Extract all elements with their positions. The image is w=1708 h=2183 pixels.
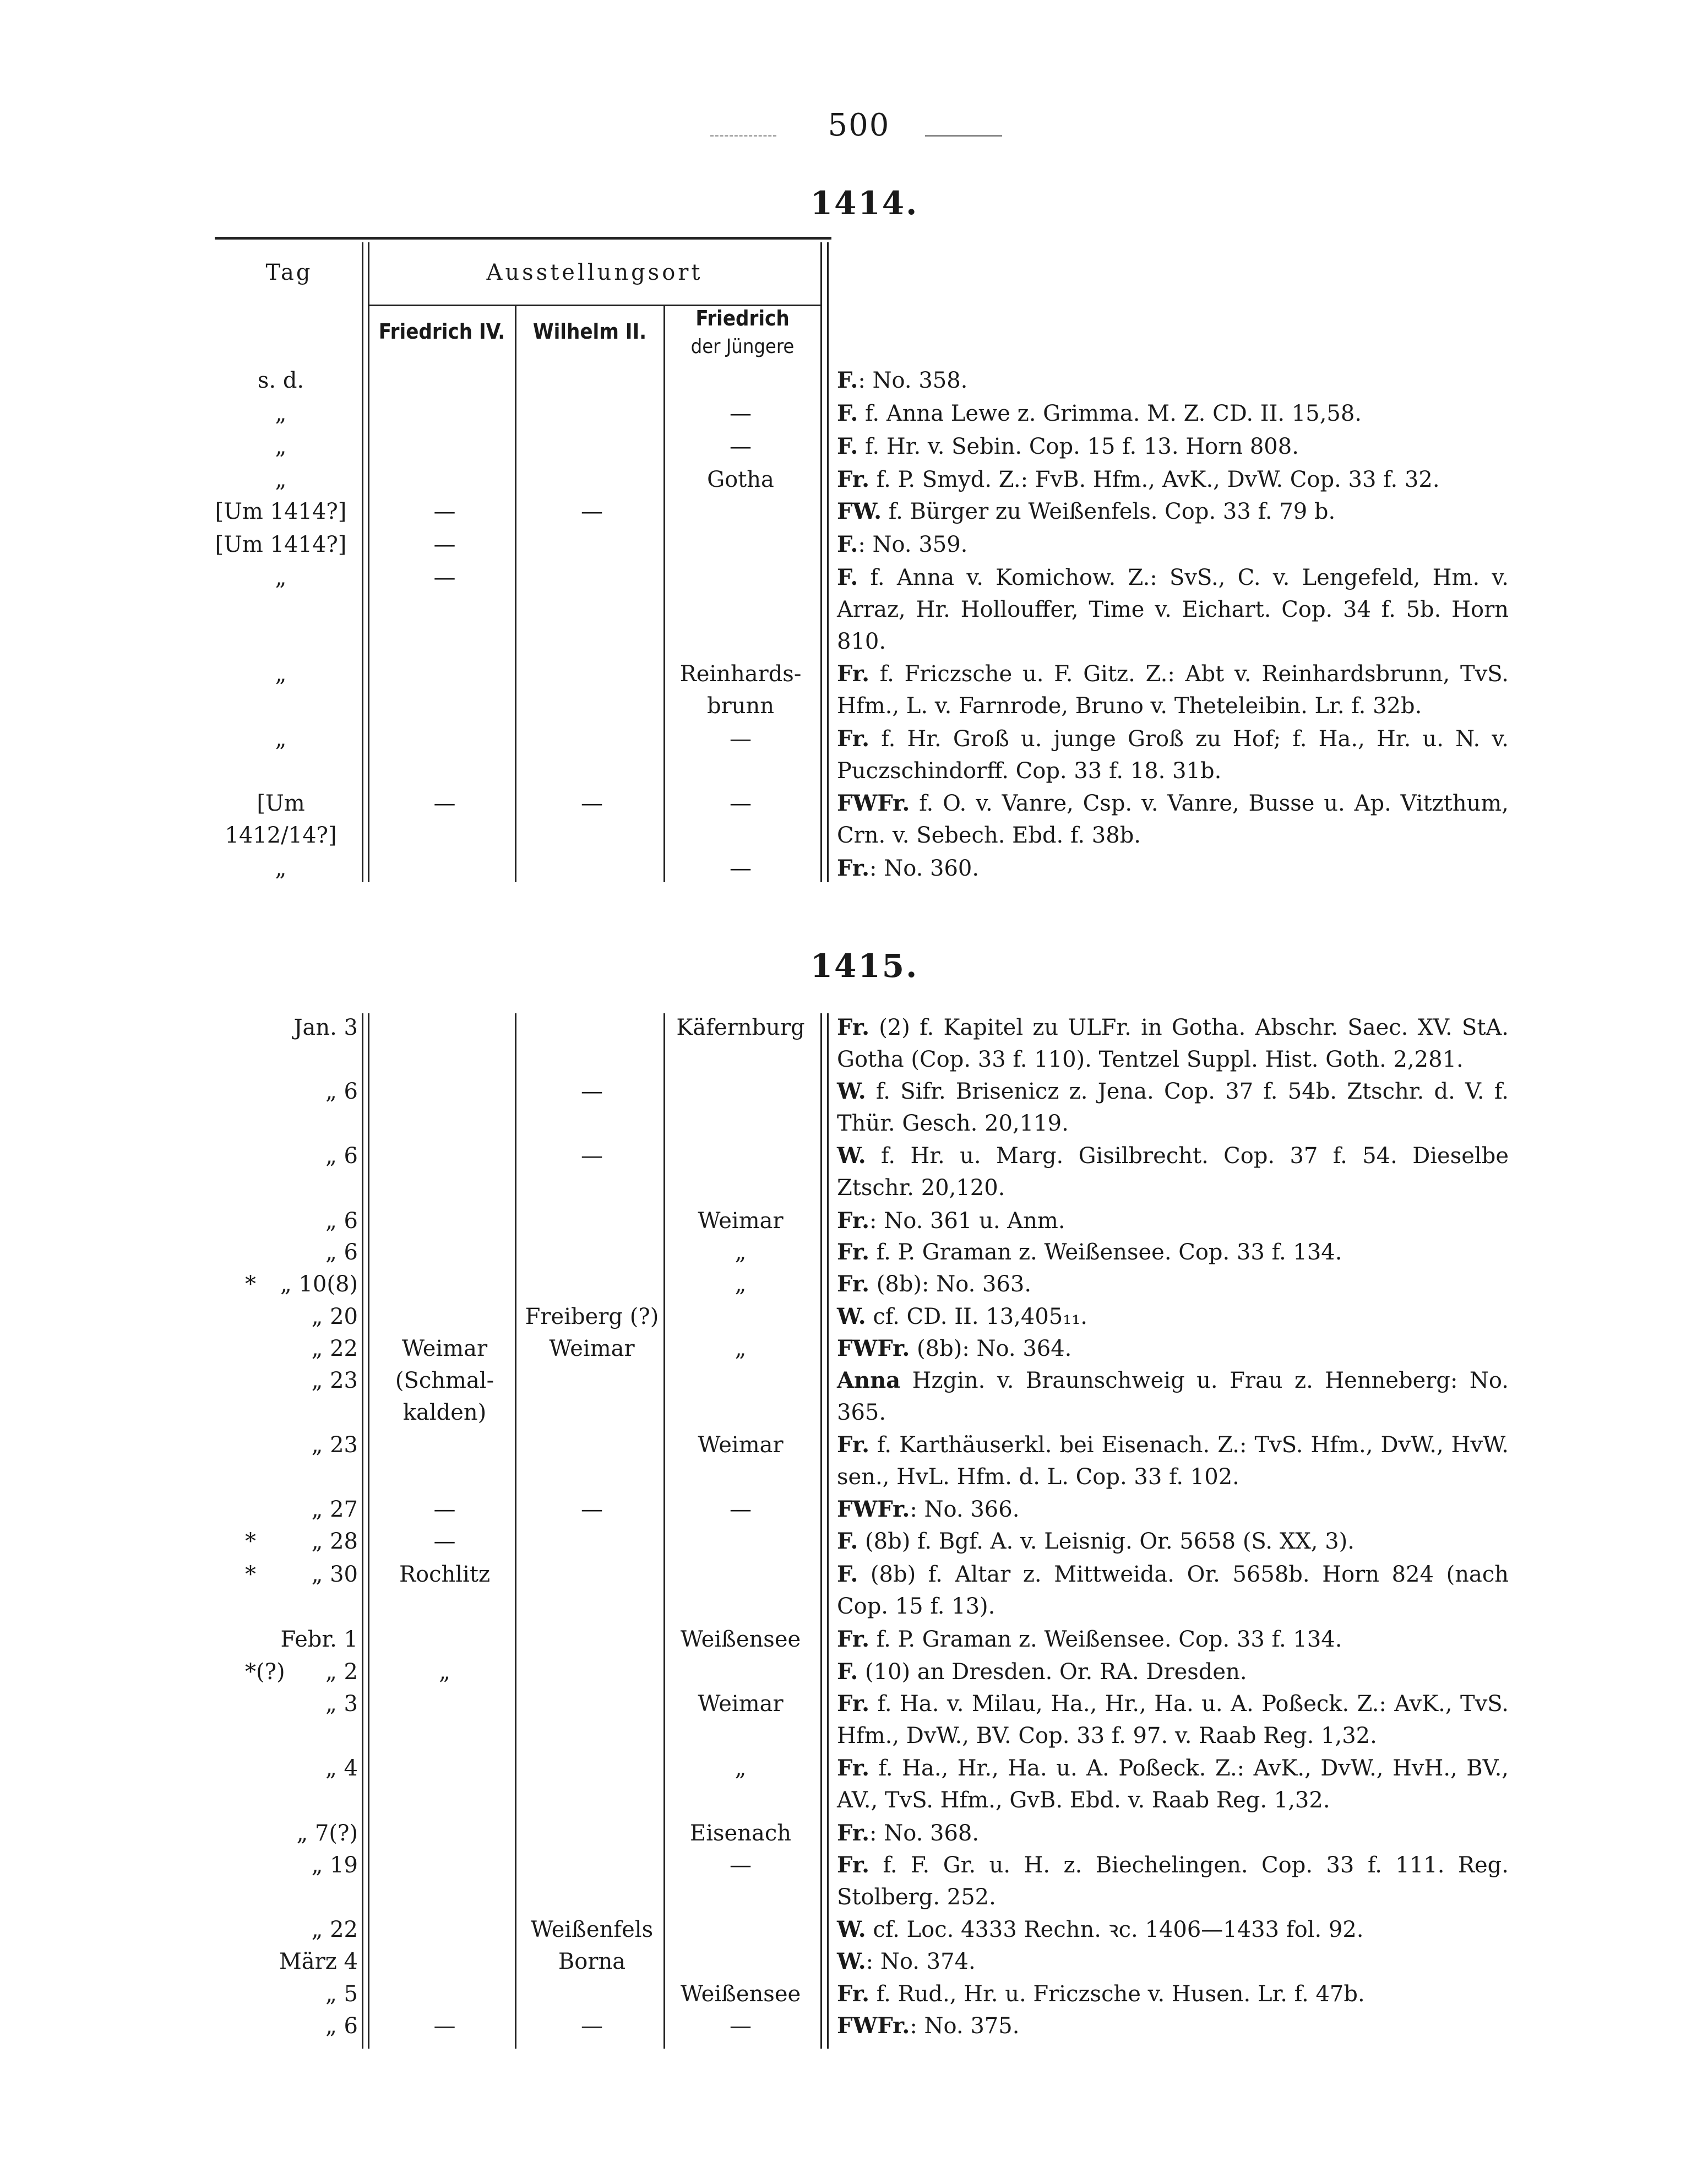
cell-tag: „ 27	[311, 1497, 358, 1522]
regest-text: : No. 358.	[858, 368, 968, 393]
cell-tag: März 4	[279, 1949, 358, 1974]
cell-tag: „ 6	[325, 1240, 358, 1265]
cell-friedrich-juengere: —	[730, 856, 752, 881]
regest-text: : No. 361 u. Anm.	[869, 1208, 1065, 1234]
cell-tag: „	[275, 856, 287, 881]
cell-friedrich-iv: Weimar	[401, 1336, 488, 1361]
cell-regest-text	[837, 1946, 1509, 1978]
cell-tag: [Um 1414?]	[215, 499, 347, 524]
cell-friedrich-iv: (Schmal-kalden)	[395, 1368, 494, 1425]
header-wilhelm-ii: Wilhelm II.	[532, 319, 647, 344]
issuer-siglum: F.	[837, 400, 858, 426]
issuer-siglum: Fr.	[837, 855, 870, 881]
cell-regest-text	[837, 1140, 1509, 1204]
issuer-siglum: Fr.	[837, 1208, 870, 1234]
cell-regest-text	[837, 1914, 1509, 1946]
cell-tag: „ 20	[311, 1304, 358, 1329]
issuer-siglum: Fr.	[837, 726, 870, 752]
cell-friedrich-iv: „	[439, 1659, 450, 1685]
entry-mark: *	[245, 1529, 256, 1554]
col-divider	[362, 242, 363, 882]
cell-regest-text	[837, 1494, 1509, 1525]
issuer-siglum: Fr.	[837, 1239, 870, 1265]
cell-wilhelm-ii: —	[581, 791, 603, 816]
regest-text: f. P. Smyd. Z.: FvB. Hfm., AvK., DvW. Cop. 33 f. 32.	[869, 467, 1440, 492]
cell-tag: „ 6	[325, 2013, 358, 2039]
cell-wilhelm-ii: Weißenfels	[530, 1917, 654, 1942]
entry-mark: *(?)	[245, 1659, 285, 1685]
cell-regest-text	[837, 1333, 1509, 1365]
regest-text: f. Hr. v. Sebin. Cop. 15 f. 13. Horn 808.	[858, 434, 1299, 459]
cell-tag: „	[275, 434, 287, 459]
cell-regest-text	[837, 1752, 1509, 1816]
cell-tag: „ 22	[311, 1336, 358, 1361]
regest-text: f. Ha. v. Milau, Ha., Hr., Ha. u. A. Poßeck. Z.: AvK., TvS. Hfm., DvW., BV. Cop. 33 f. 97. v. Raab Reg. 1,32.	[837, 1691, 1509, 1748]
regest-text: (2) f. Kapitel zu ULFr. in Gotha. Abschr. Saec. XV. StA. Gotha (Cop. 33 f. 110). Tentzel Suppl. Hist. Goth. 2,281.	[837, 1015, 1509, 1072]
regest-text: f. Hr. Groß u. junge Groß zu Hof; f. Ha., Hr. u. N. v. Puczschindorff. Cop. 33 f. 18. 31b.	[837, 726, 1509, 784]
entry-mark: *	[245, 1562, 256, 1587]
cell-wilhelm-ii: Borna	[558, 1949, 626, 1974]
entry-mark: *	[245, 1272, 256, 1297]
col-divider	[820, 242, 822, 882]
cell-friedrich-juengere: Gotha	[707, 467, 774, 492]
regest-text: : No. 368.	[869, 1821, 980, 1846]
regest-text: f. Sifr. Brisenicz z. Jena. Cop. 37 f. 54b. Ztschr. d. V. f. Thür. Gesch. 20,119.	[837, 1079, 1509, 1136]
cell-friedrich-juengere: „	[735, 1756, 747, 1781]
cell-tag: „ 19	[311, 1853, 358, 1878]
cell-friedrich-juengere: „	[735, 1272, 747, 1297]
header-tag: Tag	[265, 260, 313, 285]
issuer-siglum: FW.	[837, 498, 882, 524]
cell-friedrich-juengere: Weimar	[698, 1208, 784, 1234]
regest-text: f. F. Gr. u. H. z. Biechelingen. Cop. 33 f. 111. Reg. Stolberg. 252.	[837, 1853, 1509, 1910]
cell-tag: „ 10(8)	[280, 1272, 358, 1297]
cell-friedrich-juengere: —	[730, 2013, 752, 2039]
regest-text: : No. 366.	[910, 1497, 1020, 1522]
cell-friedrich-juengere: —	[730, 791, 752, 816]
cell-regest-text	[837, 1429, 1509, 1493]
issuer-siglum: Anna	[837, 1367, 901, 1393]
regest-text: : No. 360.	[869, 856, 980, 881]
regest-text: : No. 374.	[866, 1949, 976, 1974]
regest-text: f. O. v. Vanre, Csp. v. Vanre, Busse u. Ap. Vitzthum, Crn. v. Sebech. Ebd. f. 38b.	[837, 791, 1509, 848]
header-friedrich-juengere-line1: Friedrich	[695, 306, 790, 330]
cell-wilhelm-ii: Freiberg (?)	[525, 1304, 659, 1329]
cell-tag: „ 4	[325, 1756, 358, 1781]
cell-friedrich-juengere: „	[735, 1336, 747, 1361]
cell-friedrich-juengere: —	[730, 401, 752, 426]
cell-friedrich-juengere: —	[730, 1853, 752, 1878]
cell-regest-text	[837, 398, 1509, 430]
cell-regest-text	[837, 658, 1509, 722]
issuer-siglum: F.	[837, 531, 858, 557]
cell-regest-text	[837, 1076, 1509, 1139]
page-number: 500	[828, 107, 890, 143]
cell-friedrich-juengere: Weimar	[698, 1691, 784, 1717]
cell-regest-text	[837, 1365, 1509, 1429]
cell-regest-text	[837, 431, 1509, 463]
cell-tag: „ 2	[325, 1659, 358, 1685]
cell-friedrich-juengere: —	[730, 726, 752, 752]
cell-friedrich-juengere: —	[730, 434, 752, 459]
cell-friedrich-iv: —	[433, 532, 456, 557]
cell-regest-text	[837, 1236, 1509, 1268]
cell-regest-text	[837, 562, 1509, 658]
issuer-siglum: F.	[837, 367, 858, 393]
cell-wilhelm-ii: —	[581, 1079, 603, 1104]
regest-text: (10) an Dresden. Or. RA. Dresden.	[858, 1659, 1247, 1685]
header-rule-right	[925, 135, 1002, 137]
cell-regest-text	[837, 1817, 1509, 1849]
issuer-siglum: F.	[837, 1561, 858, 1587]
cell-regest-text	[837, 1558, 1509, 1622]
regest-text: cf. Loc. 4333 Rechn. ꝛc. 1406—1433 fol. 92.	[866, 1917, 1364, 1942]
regest-text: f. Friczsche u. F. Gitz. Z.: Abt v. Reinhardsbrunn, TvS. Hfm., L. v. Farnrode, Bruno v. Theteleibin. Lr. f. 32b.	[837, 661, 1509, 719]
cell-tag: „ 23	[311, 1432, 358, 1458]
cell-regest-text	[837, 788, 1509, 851]
header-friedrich-juengere	[665, 304, 820, 361]
issuer-siglum: Fr.	[837, 1852, 870, 1878]
regest-text: (8b) f. Altar z. Mittweida. Or. 5658b. Horn 824 (nach Cop. 15 f. 13).	[837, 1562, 1509, 1619]
issuer-siglum: Fr.	[837, 1691, 870, 1717]
issuer-siglum: FWFr.	[837, 790, 910, 816]
col-divider	[368, 1013, 369, 2049]
regest-text: : No. 375.	[910, 2013, 1020, 2039]
regest-text: f. Anna v. Komichow. Z.: SvS., C. v. Lengefeld, Hm. v. Arraz, Hr. Hollouffer, Time v. Eichart. Cop. 34 f. 5b. Horn 810.	[837, 565, 1509, 654]
issuer-siglum: FWFr.	[837, 1335, 910, 1361]
year-heading-1415: 1415.	[810, 947, 919, 985]
col-divider	[820, 1013, 822, 2049]
cell-wilhelm-ii: —	[581, 2013, 603, 2039]
issuer-siglum: Fr.	[837, 1014, 870, 1040]
cell-regest-text	[837, 1688, 1509, 1752]
issuer-siglum: W.	[837, 1948, 866, 1974]
cell-wilhelm-ii: —	[581, 1143, 603, 1169]
cell-tag: „ 6	[325, 1208, 358, 1234]
issuer-siglum: FWFr.	[837, 1496, 910, 1522]
cell-friedrich-juengere: Weißensee	[680, 1627, 801, 1652]
cell-tag: [Um 1414?]	[215, 532, 347, 557]
cell-tag: „ 7(?)	[296, 1821, 358, 1846]
regest-text: f. P. Graman z. Weißensee. Cop. 33 f. 134.	[869, 1627, 1342, 1652]
issuer-siglum: W.	[837, 1078, 866, 1104]
cell-regest-text	[837, 1849, 1509, 1913]
cell-friedrich-juengere: —	[730, 1497, 752, 1522]
issuer-siglum: Fr.	[837, 1755, 870, 1781]
cell-friedrich-juengere: Käfernburg	[676, 1015, 805, 1040]
issuer-siglum: F.	[837, 433, 858, 459]
cell-friedrich-iv: —	[433, 499, 456, 524]
regest-text: Hzgin. v. Braunschweig u. Frau z. Henneberg: No. 365.	[837, 1368, 1509, 1425]
cell-tag: „ 22	[311, 1917, 358, 1942]
regest-text: cf. CD. II. 13,405₁₁.	[866, 1304, 1088, 1329]
cell-tag: „ 23	[311, 1368, 358, 1393]
issuer-siglum: W.	[837, 1304, 866, 1329]
header-friedrich-iv: Friedrich IV.	[378, 319, 505, 344]
issuer-siglum: F.	[837, 564, 858, 590]
header-rule-left	[710, 135, 776, 137]
cell-friedrich-iv: Rochlitz	[399, 1562, 491, 1587]
cell-friedrich-juengere: Weimar	[698, 1432, 784, 1458]
issuer-siglum: Fr.	[837, 1432, 870, 1458]
cell-friedrich-iv: —	[433, 791, 456, 816]
cell-regest-text	[837, 365, 1509, 397]
cell-friedrich-iv: —	[433, 1529, 456, 1554]
issuer-siglum: Fr.	[837, 661, 870, 687]
issuer-siglum: W.	[837, 1916, 866, 1942]
cell-regest-text	[837, 496, 1509, 528]
cell-tag: [Um 1412/14?]	[225, 791, 337, 848]
cell-friedrich-iv: —	[433, 1497, 456, 1522]
cell-tag: Febr. 1	[280, 1627, 358, 1652]
cell-tag: „	[275, 401, 287, 426]
cell-tag: „ 30	[311, 1562, 358, 1587]
regest-text: f. P. Graman z. Weißensee. Cop. 33 f. 134.	[869, 1240, 1342, 1265]
issuer-siglum: Fr.	[837, 1271, 870, 1297]
regest-text: (8b): No. 364.	[910, 1336, 1072, 1361]
cell-tag: „ 3	[325, 1691, 358, 1717]
cell-friedrich-juengere: „	[735, 1240, 747, 1265]
cell-tag: „	[275, 565, 287, 590]
cell-regest-text	[837, 1525, 1509, 1557]
cell-tag: „	[275, 467, 287, 492]
cell-tag: s. d.	[257, 368, 304, 393]
regest-text: (8b) f. Bgf. A. v. Leisnig. Or. 5658 (S. XX, 3).	[858, 1529, 1355, 1554]
issuer-siglum: FWFr.	[837, 2013, 910, 2039]
cell-regest-text	[837, 852, 1509, 884]
cell-regest-text	[837, 723, 1509, 787]
cell-regest-text	[837, 1978, 1509, 2010]
col-divider	[362, 1013, 363, 2049]
issuer-siglum: F.	[837, 1659, 858, 1685]
cell-friedrich-juengere: Weißensee	[680, 1981, 801, 2007]
col-divider	[827, 242, 829, 882]
cell-tag: „ 28	[311, 1529, 358, 1554]
issuer-siglum: Fr.	[837, 1981, 870, 2007]
header-ausstellungsort: Ausstellungsort	[486, 260, 703, 285]
cell-tag: „ 5	[325, 1981, 358, 2007]
issuer-siglum: Fr.	[837, 466, 870, 492]
regest-text: f. Ha., Hr., Ha. u. A. Poßeck. Z.: AvK., DvW., HvH., BV., AV., TvS. Hfm., GvB. Ebd. v. Raab Reg. 1,32.	[837, 1756, 1509, 1813]
cell-regest-text	[837, 1623, 1509, 1655]
issuer-siglum: F.	[837, 1528, 858, 1554]
cell-friedrich-juengere: Eisenach	[690, 1821, 791, 1846]
cell-wilhelm-ii: —	[581, 499, 603, 524]
regest-text: : No. 359.	[858, 532, 968, 557]
cell-wilhelm-ii: Weimar	[549, 1336, 635, 1361]
cell-regest-text	[837, 1012, 1509, 1076]
cell-friedrich-iv: —	[433, 2013, 456, 2039]
cell-regest-text	[837, 1205, 1509, 1237]
regest-text: (8b): No. 363.	[869, 1272, 1032, 1297]
cell-friedrich-iv: —	[433, 565, 456, 590]
cell-tag: „ 6	[325, 1079, 358, 1104]
cell-tag: „	[275, 661, 287, 687]
regest-text: f. Anna Lewe z. Grimma. M. Z. CD. II. 15,58.	[858, 401, 1362, 426]
cell-tag: Jan. 3	[293, 1015, 358, 1040]
cell-regest-text	[837, 1656, 1509, 1688]
regest-text: f. Bürger zu Weißenfels. Cop. 33 f. 79 b.	[882, 499, 1336, 524]
cell-regest-text	[837, 1268, 1509, 1300]
cell-regest-text	[837, 1301, 1509, 1333]
year-heading-1414: 1414.	[810, 184, 919, 222]
issuer-siglum: Fr.	[837, 1820, 870, 1846]
cell-regest-text	[837, 2010, 1509, 2042]
col-divider	[827, 1013, 829, 2049]
issuer-siglum: W.	[837, 1143, 866, 1169]
cell-tag: „	[275, 726, 287, 752]
regest-text: f. Rud., Hr. u. Friczsche v. Husen. Lr. f. 47b.	[869, 1981, 1365, 2007]
cell-tag: „ 6	[325, 1143, 358, 1169]
regest-text: f. Karthäuserkl. bei Eisenach. Z.: TvS. Hfm., DvW., HvW. sen., HvL. Hfm. d. L. Cop. 33 f. 102.	[837, 1432, 1509, 1490]
issuer-siglum: Fr.	[837, 1626, 870, 1652]
cell-wilhelm-ii: —	[581, 1497, 603, 1522]
cell-regest-text	[837, 529, 1509, 561]
header-friedrich-juengere-line2: der Jüngere	[690, 335, 795, 358]
table-top-rule	[215, 237, 831, 240]
cell-regest-text	[837, 464, 1509, 496]
cell-friedrich-juengere: Reinhards-brunn	[679, 661, 802, 719]
regest-text: f. Hr. u. Marg. Gisilbrecht. Cop. 37 f. 54. Dieselbe Ztschr. 20,120.	[837, 1143, 1509, 1201]
